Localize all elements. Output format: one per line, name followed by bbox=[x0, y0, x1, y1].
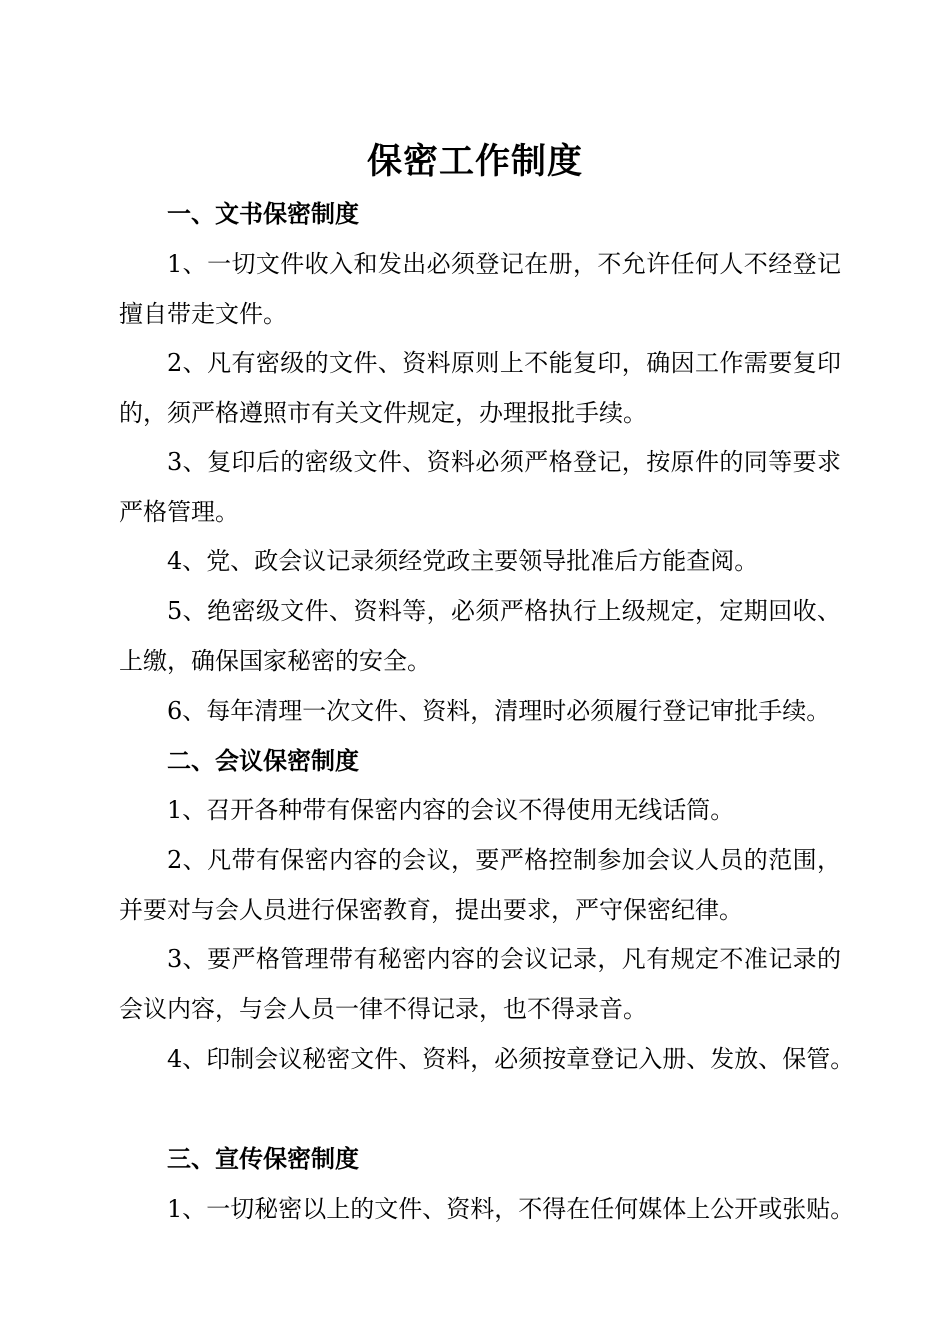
paragraph: 3、复印后的密级文件、资料必须严格登记，按原件的同等要求严格管理。 bbox=[119, 448, 841, 526]
paragraph: 5、绝密级文件、资料等，必须严格执行上级规定，定期回收、上缴，确保国家秘密的安全。 bbox=[119, 597, 841, 675]
section-heading-publicity: 三、宣传保密制度 bbox=[167, 1145, 359, 1173]
paragraph: 6、每年清理一次文件、资料，清理时必须履行登记审批手续。 bbox=[167, 697, 831, 725]
paragraph: 1、一切秘密以上的文件、资料，不得在任何媒体上公开或张贴。 bbox=[167, 1195, 855, 1223]
paragraph: 2、凡有密级的文件、资料原则上不能复印，确因工作需要复印的，须严格遵照市有关文件规定，办理报批手续。 bbox=[119, 349, 841, 427]
paragraph: 4、党、政会议记录须经党政主要领导批准后方能查阅。 bbox=[167, 547, 759, 575]
paragraph: 3、要严格管理带有秘密内容的会议记录，凡有规定不准记录的会议内容，与会人员一律不得记录，也不得录音。 bbox=[119, 945, 841, 1023]
section-heading-documents: 一、文书保密制度 bbox=[167, 200, 359, 228]
document-title: 保密工作制度 bbox=[366, 141, 583, 182]
paragraph: 4、印制会议秘密文件、资料，必须按章登记入册、发放、保管。 bbox=[167, 1045, 855, 1073]
section-heading-meetings: 二、会议保密制度 bbox=[167, 747, 359, 775]
paragraph: 1、召开各种带有保密内容的会议不得使用无线话筒。 bbox=[167, 796, 735, 824]
paragraph: 1、一切文件收入和发出必须登记在册，不允许任何人不经登记擅自带走文件。 bbox=[119, 250, 841, 328]
paragraph: 2、凡带有保密内容的会议，要严格控制参加会议人员的范围，并要对与会人员进行保密教育，提出要求，严守保密纪律。 bbox=[119, 846, 841, 924]
